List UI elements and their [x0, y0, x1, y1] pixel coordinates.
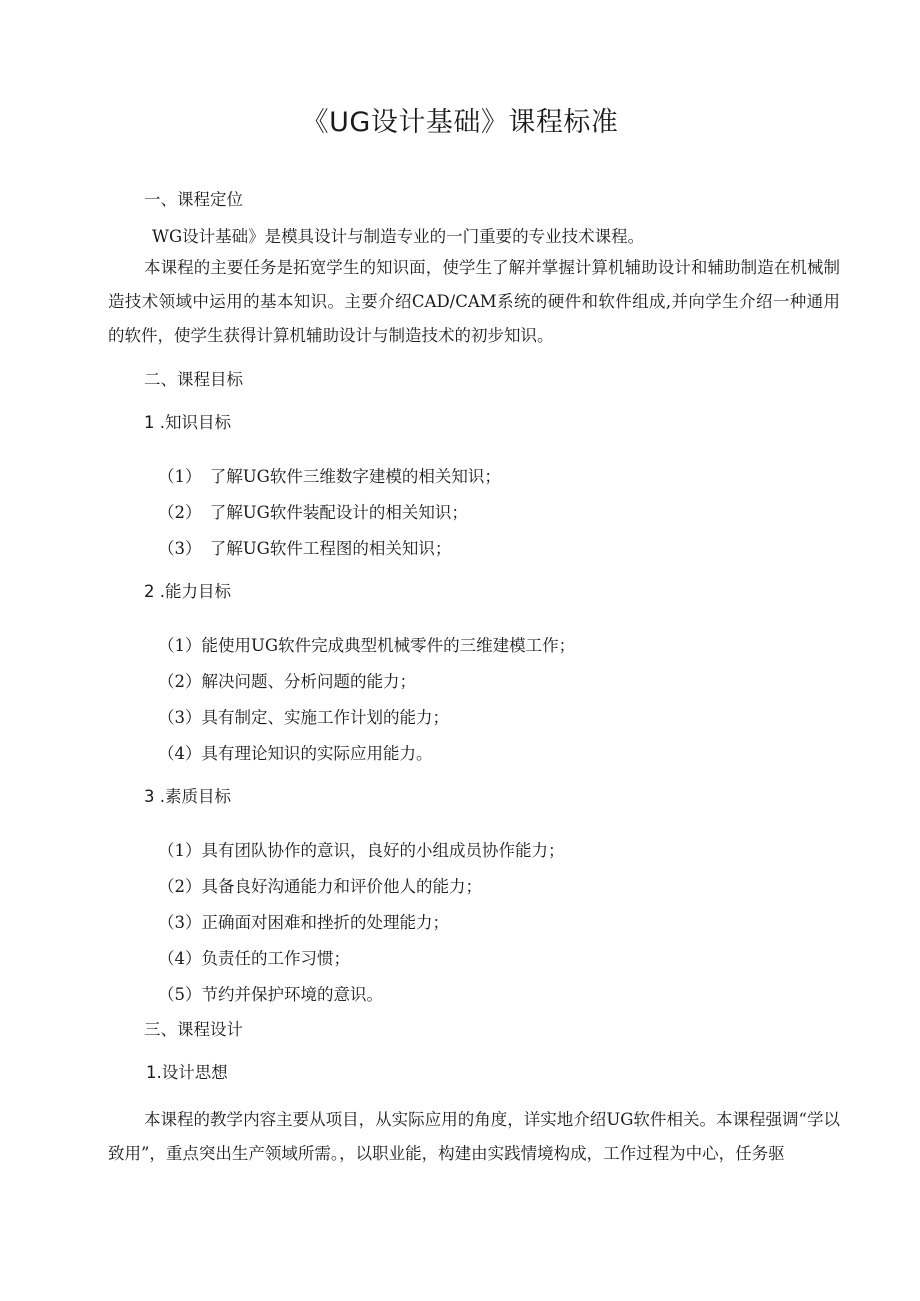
section-3-paragraph-1: 本课程的教学内容主要从项目，从实际应用的角度，详实地介绍UG软件相关。本课程强调“学以致用”，重点突出生产领域所需。，以职业能，构建由实践情境构成，工作过程为中心，任务驱	[108, 1110, 840, 1163]
ability-goal-item: （3）具有制定、实施工作计划的能力；	[158, 708, 449, 727]
knowledge-goals-heading: 1 .知识目标	[144, 413, 231, 432]
knowledge-goal-item: （1） 了解UG软件三维数字建模的相关知识；	[158, 467, 501, 486]
design-idea-heading: 1.设计思想	[146, 1063, 228, 1082]
section-1-paragraph-2: 本课程的主要任务是拓宽学生的知识面，使学生了解并掌握计算机辅助设计和辅助制造在机械制造技术领域中运用的基本知识。主要介绍CAD/CAM系统的硬件和软件组成,并向学生介绍一种通用的软件，使学生获得计算机辅助设计与制造技术的初步知识。	[108, 258, 840, 345]
quality-goal-item: （4）负责任的工作习惯；	[158, 949, 350, 968]
ability-goal-item: （1）能使用UG软件完成典型机械零件的三维建模工作；	[158, 636, 576, 655]
section-1-paragraph-1: WG设计基础》是模具设计与制造专业的一门重要的专业技术课程。	[152, 227, 645, 246]
ability-goal-item: （4）具有理论知识的实际应用能力。	[158, 744, 433, 763]
ability-goal-item: （2）解决问题、分析问题的能力；	[158, 672, 416, 691]
quality-goal-item: （3）正确面对困难和挫折的处理能力；	[158, 913, 449, 932]
section-2-heading: 二、课程目标	[144, 370, 243, 389]
page-title: 《UG设计基础》课程标准	[301, 107, 619, 138]
knowledge-goal-item: （2） 了解UG软件装配设计的相关知识；	[158, 503, 468, 522]
section-3-heading: 三、课程设计	[144, 1020, 243, 1039]
quality-goal-item: （1）具有团队协作的意识，良好的小组成员协作能力；	[158, 841, 565, 860]
quality-goal-item: （2）具备良好沟通能力和评价他人的能力；	[158, 877, 482, 896]
section-1-heading: 一、课程定位	[144, 190, 243, 209]
quality-goal-item: （5）节约并保护环境的意识。	[158, 985, 383, 1004]
ability-goals-heading: 2 .能力目标	[144, 582, 231, 601]
quality-goals-heading: 3 .素质目标	[144, 787, 231, 806]
knowledge-goal-item: （3） 了解UG软件工程图的相关知识；	[158, 539, 452, 558]
